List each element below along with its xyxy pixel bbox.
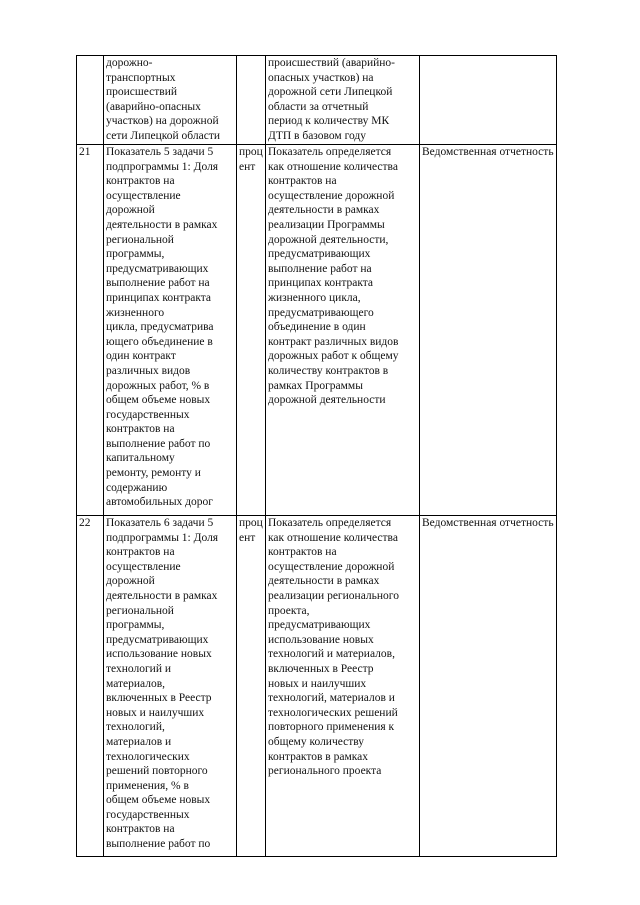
row-number-cell xyxy=(77,56,104,145)
row-number-cell: 21 xyxy=(77,145,104,516)
indicator-table xyxy=(76,55,557,857)
unit-cell: проц ент xyxy=(237,516,266,857)
unit-cell xyxy=(237,56,266,145)
calculation-method-cell: происшествий (аварийно- опасных участков) на дорожной сети Липецкой области за отчетный период к количеству МК ДТП в базовом году xyxy=(266,56,420,145)
indicator-name-cell: Показатель 6 задачи 5 подпрограммы 1: Доля контрактов на осуществление дорожной деятельности в рамках региональной программы, предусматривающих использование новых технологий и материалов, включенных в Реестр новых и наилучших технологий, материалов и технологических решений повторного применения, % в общем объеме новых государственных контрактов на выполнение работ по xyxy=(104,516,237,857)
indicator-name-cell: дорожно- транспортных происшествий (аварийно-опасных участков) на дорожной сети Липецкой области xyxy=(104,56,237,145)
calculation-method-cell: Показатель определяется как отношение количества контрактов на осуществление дорожной деятельности в рамках реализации регионального проекта, предусматривающих использование новых технологий и материалов, включенных в Реестр новых и наилучших технологий, материалов и технологических решений повторного применения к общему количеству контрактов в рамках регионального проекта xyxy=(266,516,420,857)
data-source-cell xyxy=(420,56,557,145)
table-row xyxy=(77,516,557,857)
unit-cell: проц ент xyxy=(237,145,266,516)
table-row xyxy=(77,145,557,516)
data-source-cell: Ведомственная отчетность xyxy=(420,516,557,857)
table-row xyxy=(77,56,557,145)
data-source-cell: Ведомственная отчетность xyxy=(420,145,557,516)
indicator-name-cell: Показатель 5 задачи 5 подпрограммы 1: Доля контрактов на осуществление дорожной деятельности в рамках региональной программы, предусматривающих выполнение работ на принципах контракта жизненного цикла, предусматрива ющего объединение в один контракт различных видов дорожных работ, % в общем объеме новых государственных контрактов на выполнение работ по капитальному ремонту, ремонту и содержанию автомобильных дорог xyxy=(104,145,237,516)
calculation-method-cell: Показатель определяется как отношение количества контрактов на осуществление дорожной деятельности в рамках реализации Программы дорожной деятельности, предусматривающих выполнение работ на принципах контракта жизненного цикла, предусматривающего объединение в один контракт различных видов дорожных работ к общему количеству контрактов в рамках Программы дорожной деятельности xyxy=(266,145,420,516)
row-number-cell: 22 xyxy=(77,516,104,857)
